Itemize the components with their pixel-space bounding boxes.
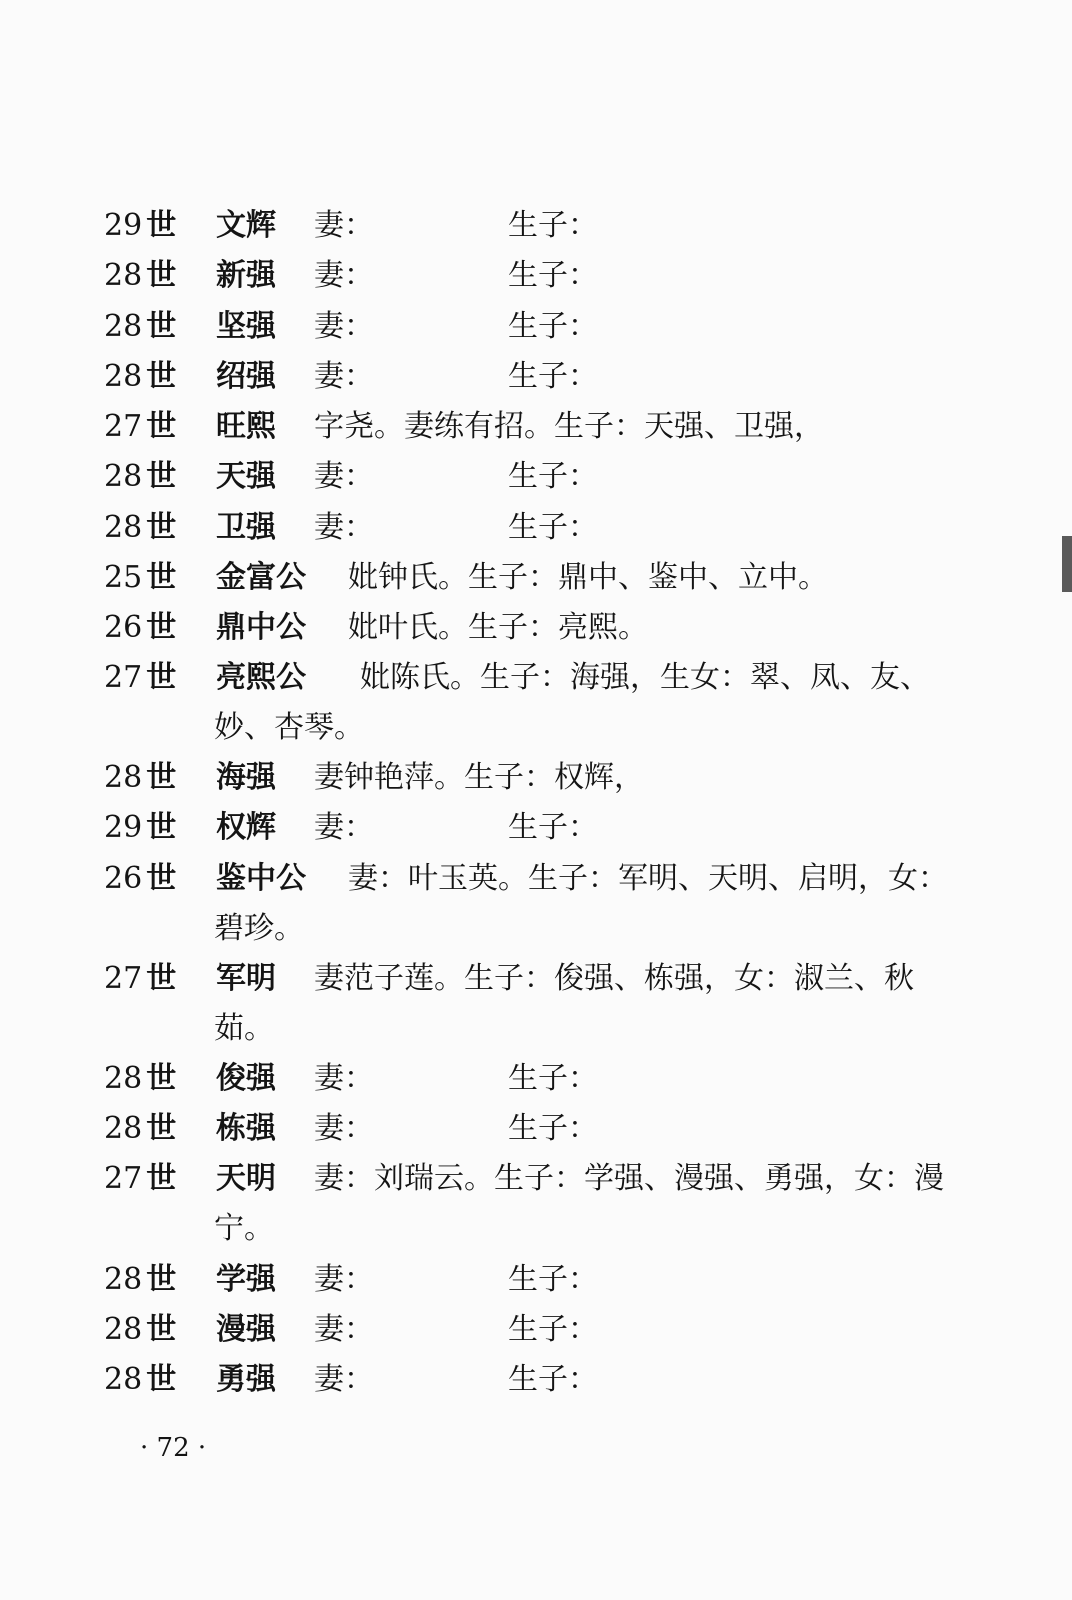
generation-number: 25 [104,560,143,595]
person-name: 绍强 [216,359,276,394]
generation-label [104,1310,176,1350]
entry-description: 妻范子莲。生子：俊强、栋强，女：淑兰、秋 [314,961,914,996]
generation-label [104,508,176,548]
generation-label [104,206,176,246]
generation-label [104,758,176,798]
page-number: · 72 · [140,1433,207,1463]
generation-suffix: 世 [146,961,177,996]
children-label: 生子： [508,510,598,545]
person-name: 勇强 [216,1362,276,1397]
entry-description: 妻： [314,1312,374,1347]
person-name: 栋强 [216,1111,276,1146]
children-label: 生子： [508,810,598,845]
entry-description-continued: 宁。 [214,1211,274,1246]
children-label: 生子： [508,258,598,293]
generation-number: 27 [104,961,143,996]
entry-description: 妻：刘瑞云。生子：学强、漫强、勇强，女：漫 [314,1161,944,1196]
children-label: 生子： [508,1111,598,1146]
generation-suffix: 世 [146,660,177,695]
generation-number: 28 [104,1362,143,1397]
children-label: 生子： [508,459,598,494]
generation-label [104,1109,176,1149]
person-name: 天强 [216,459,276,494]
children-label: 生子： [508,1061,598,1096]
generation-number: 28 [104,1262,143,1297]
person-name: 军明 [216,961,276,996]
entry-description: 妣陈氏。生子：海强，生女：翠、凤、友、 [360,660,930,695]
children-label: 生子： [508,208,598,243]
generation-label [104,959,176,999]
entry-description: 妻： [314,459,374,494]
entry-description: 妻： [314,208,374,243]
person-name: 权辉 [216,810,276,845]
entry-description-continued: 茹。 [214,1011,274,1046]
entry-description: 妻： [314,359,374,394]
generation-label [104,1360,176,1400]
person-name: 鼎中公 [216,610,306,645]
person-name: 亮熙公 [216,660,306,695]
person-name: 新强 [216,258,276,293]
generation-suffix: 世 [146,1312,177,1347]
generation-suffix: 世 [146,861,177,896]
generation-number: 28 [104,510,143,545]
generation-label [104,307,176,347]
generation-label [104,808,176,848]
generation-suffix: 世 [146,810,177,845]
generation-label [104,407,176,447]
children-label: 生子： [508,1312,598,1347]
generation-number: 28 [104,359,143,394]
generation-number: 28 [104,1312,143,1347]
generation-suffix: 世 [146,1362,177,1397]
generation-suffix: 世 [146,1111,177,1146]
generation-label [104,859,176,899]
generation-suffix: 世 [146,610,177,645]
entry-description-continued: 妙、杏琴。 [214,710,364,745]
entry-description: 妣钟氏。生子：鼎中、鉴中、立中。 [348,560,828,595]
person-name: 学强 [216,1262,276,1297]
generation-label [104,608,176,648]
children-label: 生子： [508,359,598,394]
person-name: 俊强 [216,1061,276,1096]
person-name: 坚强 [216,309,276,344]
entry-description-continued: 碧珍。 [214,911,304,946]
generation-label [104,658,176,698]
generation-suffix: 世 [146,560,177,595]
entry-description: 妻： [314,309,374,344]
person-name: 天明 [216,1161,276,1196]
children-label: 生子： [508,309,598,344]
generation-suffix: 世 [146,258,177,293]
entry-description: 妻： [314,1111,374,1146]
person-name: 海强 [216,760,276,795]
generation-suffix: 世 [146,208,177,243]
person-name: 鉴中公 [216,861,306,896]
generation-number: 28 [104,459,143,494]
generation-label [104,457,176,497]
entry-description: 妻： [314,1061,374,1096]
generation-suffix: 世 [146,459,177,494]
generation-number: 26 [104,610,143,645]
generation-suffix: 世 [146,1061,177,1096]
generation-number: 26 [104,861,143,896]
person-name: 金富公 [216,560,306,595]
entry-description: 妻： [314,810,374,845]
person-name: 文辉 [216,208,276,243]
person-name: 漫强 [216,1312,276,1347]
generation-number: 28 [104,760,143,795]
entry-description: 妻钟艳萍。生子：权辉， [314,760,644,795]
entry-description: 字尧。妻练有招。生子：天强、卫强， [314,409,824,444]
generation-number: 29 [104,208,143,243]
generation-number: 29 [104,810,143,845]
children-label: 生子： [508,1362,598,1397]
person-name: 旺熙 [216,409,276,444]
generation-number: 28 [104,309,143,344]
generation-number: 27 [104,1161,143,1196]
generation-number: 27 [104,409,143,444]
generation-suffix: 世 [146,1161,177,1196]
generation-suffix: 世 [146,359,177,394]
generation-label [104,1059,176,1099]
entry-description: 妻： [314,1362,374,1397]
generation-number: 28 [104,258,143,293]
generation-suffix: 世 [146,1262,177,1297]
children-label: 生子： [508,1262,598,1297]
entry-description: 妻： [314,510,374,545]
entry-description: 妻：叶玉英。生子：军明、天明、启明，女： [348,861,948,896]
generation-suffix: 世 [146,409,177,444]
generation-label [104,256,176,296]
person-name: 卫强 [216,510,276,545]
generation-suffix: 世 [146,309,177,344]
generation-suffix: 世 [146,510,177,545]
entry-description: 妻： [314,258,374,293]
generation-label [104,1260,176,1300]
generation-label [104,1159,176,1199]
generation-label [104,558,176,598]
generation-label [104,357,176,397]
generation-number: 27 [104,660,143,695]
generation-number: 28 [104,1061,143,1096]
entry-description: 妻： [314,1262,374,1297]
generation-number: 28 [104,1111,143,1146]
generation-suffix: 世 [146,760,177,795]
entry-description: 妣叶氏。生子：亮熙。 [348,610,648,645]
